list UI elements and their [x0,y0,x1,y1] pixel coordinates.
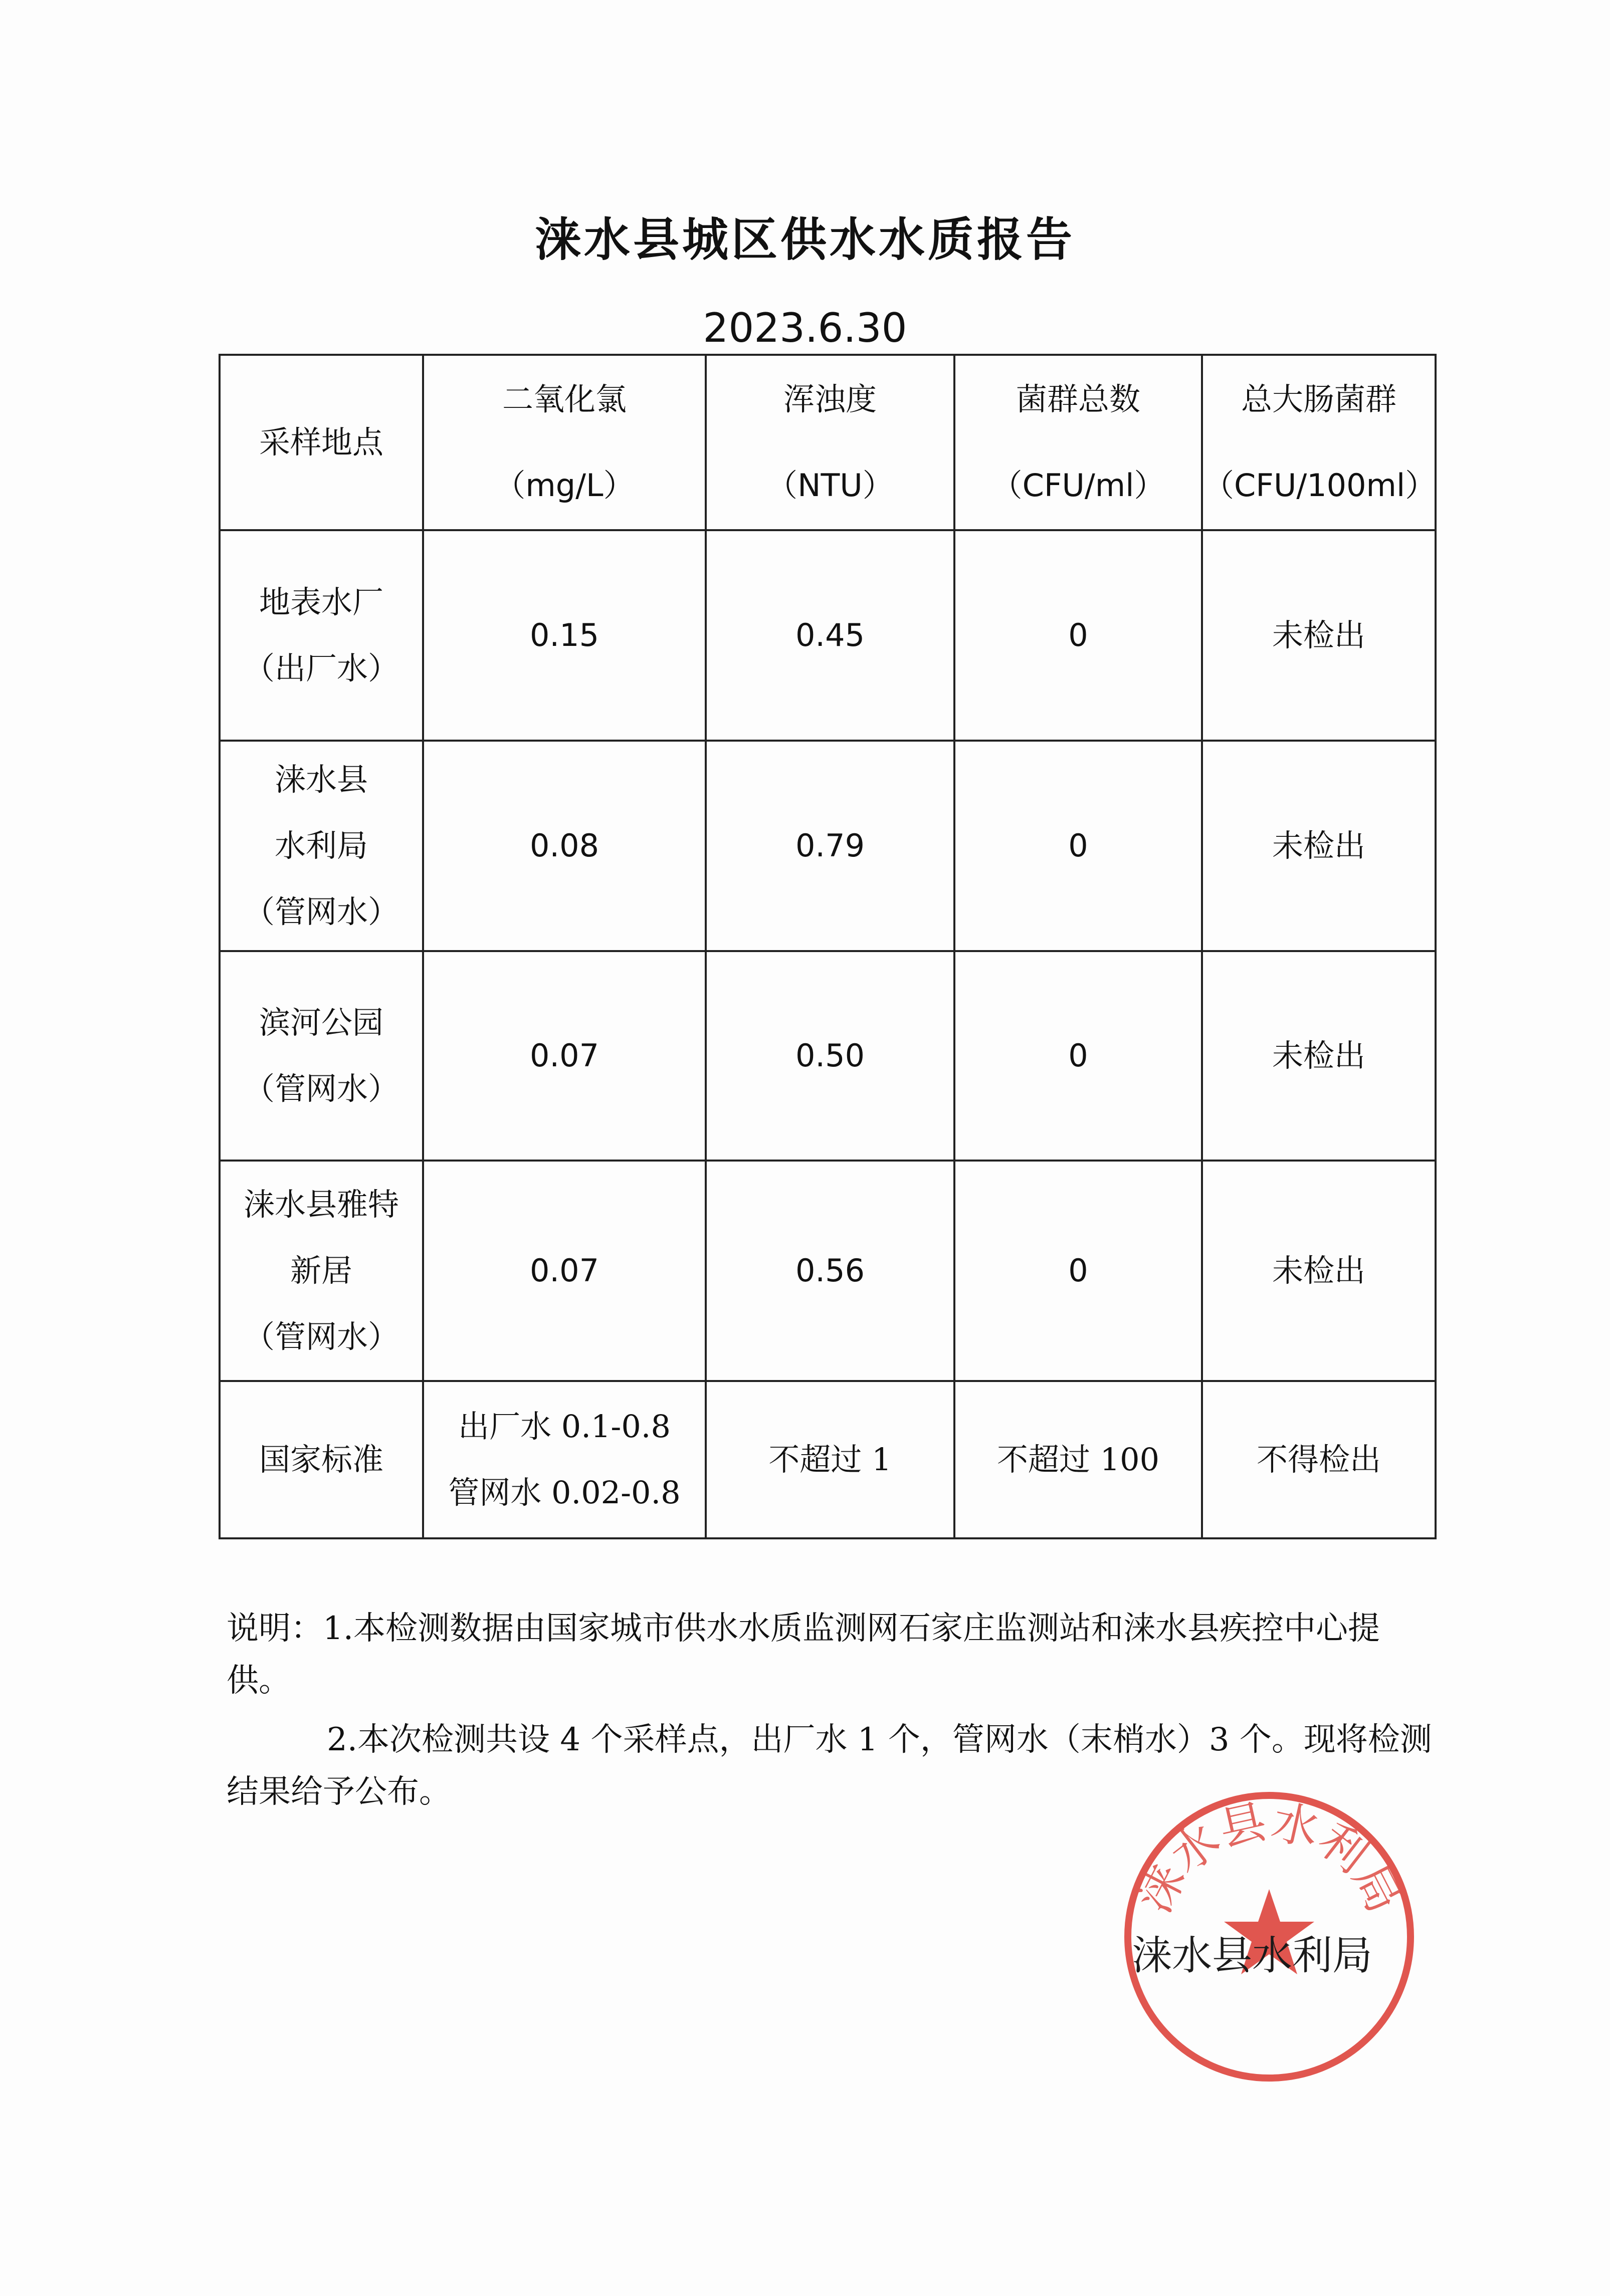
site-line: 地表水厂 [259,584,383,620]
header-site: 采样地点 [220,355,423,530]
header-turbidity-unit: （NTU） [766,467,894,504]
chlorine-value: 0.15 [423,530,706,741]
chlorine-value: 0.07 [423,951,706,1161]
table-header-row [220,355,1436,530]
table-row [220,741,1436,951]
site-cell [220,530,423,741]
header-coliform [1202,355,1436,530]
table-row [220,951,1436,1161]
coliform-value: 未检出 [1202,951,1436,1161]
standard-chlorine-network: 管网水 0.02-0.8 [448,1474,681,1511]
site-line: 新居 [290,1252,352,1289]
standard-row [220,1381,1436,1538]
site-line: 涞水县雅特 [243,1186,399,1223]
bacteria-value: 0 [954,530,1202,741]
table-row [220,1161,1436,1381]
turbidity-value: 0.79 [706,741,954,951]
site-line: 滨河公园 [259,1004,383,1041]
site-cell [220,741,423,951]
standard-bacteria: 不超过 100 [954,1381,1202,1538]
header-bacteria [954,355,1202,530]
header-chlorine-unit: （mg/L） [494,467,635,504]
turbidity-value: 0.56 [706,1161,954,1381]
header-bacteria-name: 菌群总数 [1016,381,1140,417]
header-turbidity-name: 浑浊度 [783,381,877,417]
report-title: 涞水县城区供水水质报告 [534,213,1075,267]
header-chlorine [423,355,706,530]
coliform-value: 未检出 [1202,1161,1436,1381]
site-line: （管网水） [243,893,399,930]
header-chlorine-name: 二氧化氯 [502,381,627,417]
water-quality-table [219,354,1437,1539]
site-line: （管网水） [243,1318,399,1355]
bacteria-value: 0 [954,1161,1202,1381]
site-line: 水利局 [274,827,368,864]
chlorine-value: 0.07 [423,1161,706,1381]
site-line: 涞水县 [274,761,368,798]
coliform-value: 未检出 [1202,530,1436,741]
issuer-signature: 涞水县水利局 [1132,1932,1372,1979]
seal-text-path: 涞水县水利局 [1127,1794,1412,1921]
chlorine-value: 0.08 [423,741,706,951]
header-bacteria-unit: （CFU/ml） [991,467,1165,504]
note-1: 说明：1.本检测数据由国家城市供水水质监测网石家庄监测站和涞水县疾控中心提供。 [227,1610,1380,1699]
bacteria-value: 0 [954,741,1202,951]
report-date: 2023.6.30 [703,305,907,351]
standard-turbidity: 不超过 1 [706,1381,954,1538]
note-2: 2.本次检测共设 4 个采样点，出厂水 1 个，管网水（末梢水）3 个。现将检测结果给予公布。 [227,1721,1432,1810]
site-line: （管网水） [243,1070,399,1107]
header-coliform-unit: （CFU/100ml） [1203,467,1437,504]
site-cell [220,1161,423,1381]
header-coliform-name: 总大肠菌群 [1241,381,1396,417]
standard-chlorine [423,1381,706,1538]
site-cell [220,951,423,1161]
table-row [220,530,1436,741]
turbidity-value: 0.50 [706,951,954,1161]
site-line: （出厂水） [243,650,399,686]
header-turbidity [706,355,954,530]
bacteria-value: 0 [954,951,1202,1161]
turbidity-value: 0.45 [706,530,954,741]
standard-coliform: 不得检出 [1202,1381,1436,1538]
coliform-value: 未检出 [1202,741,1436,951]
standard-label: 国家标准 [220,1381,423,1538]
standard-chlorine-plant: 出厂水 0.1-0.8 [458,1408,671,1445]
